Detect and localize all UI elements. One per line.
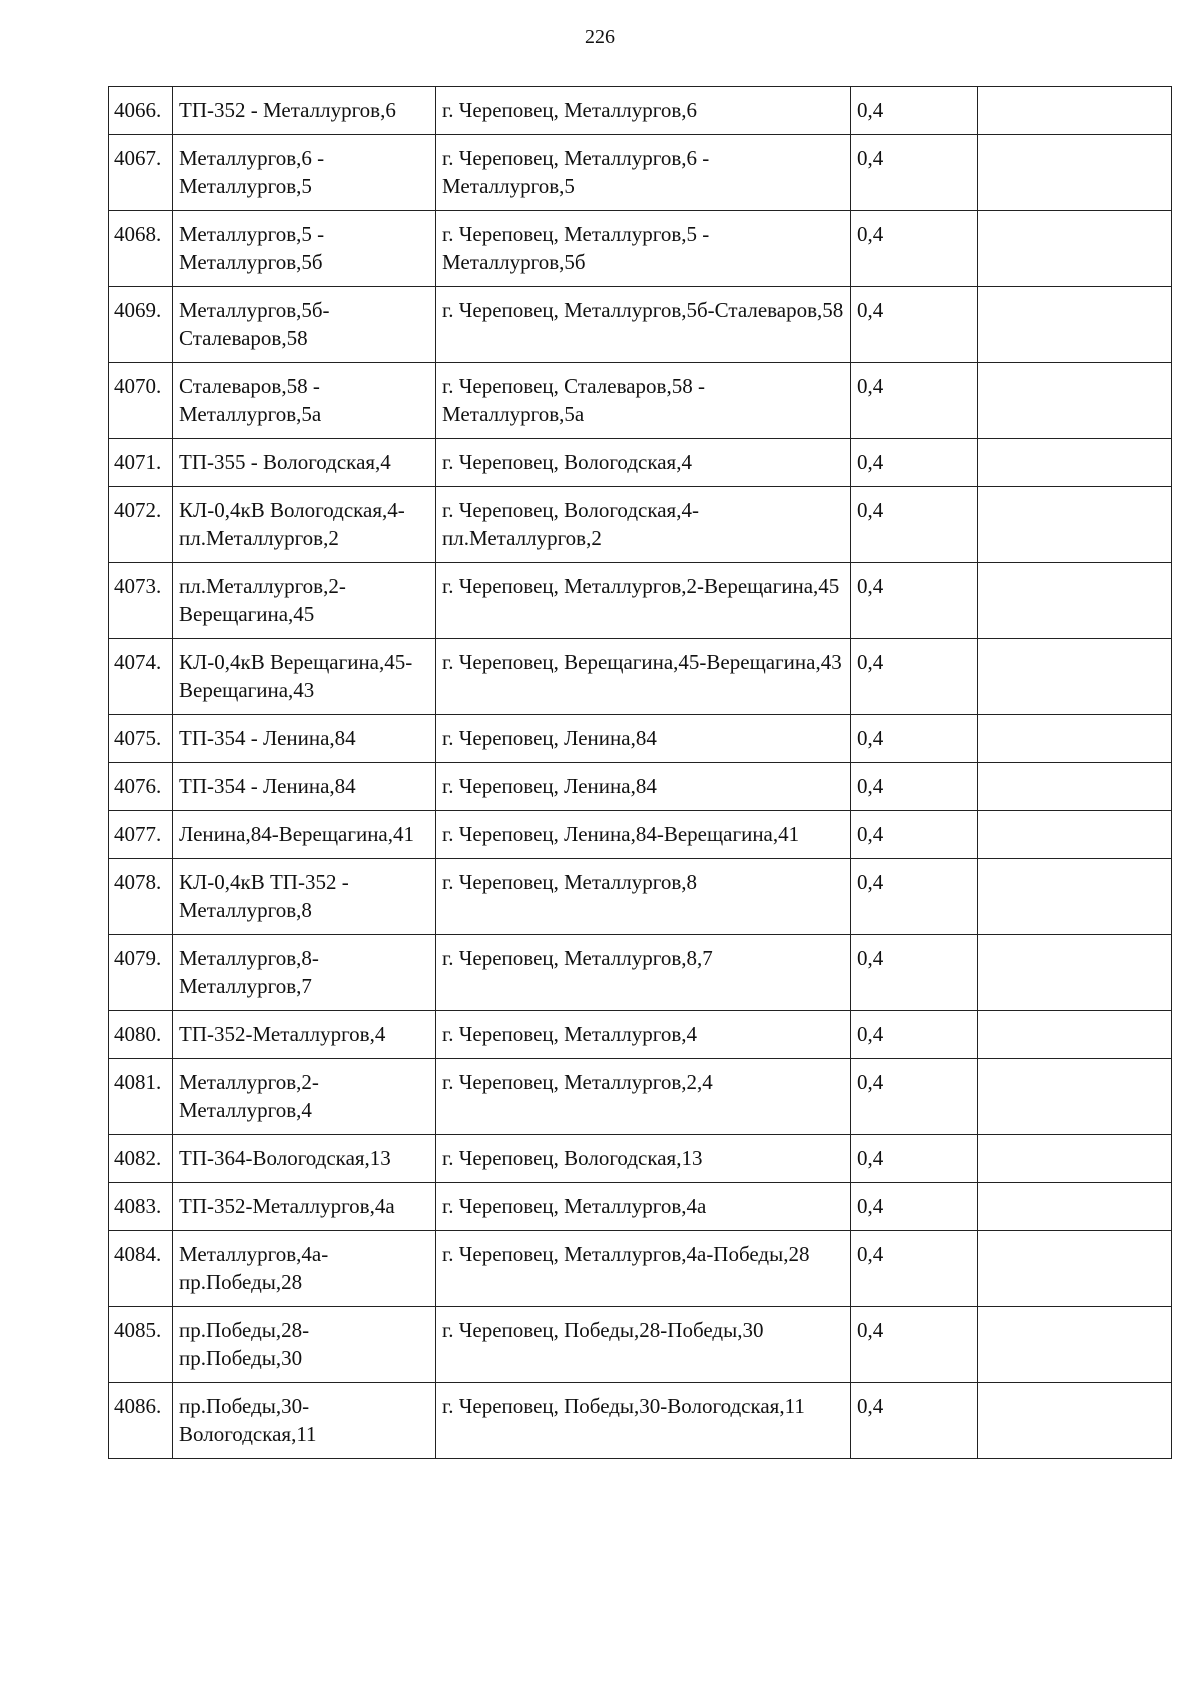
line-address: г. Череповец, Победы,28-Победы,30 — [436, 1307, 851, 1383]
row-number: 4069. — [109, 287, 173, 363]
row-number: 4076. — [109, 763, 173, 811]
row-number: 4086. — [109, 1383, 173, 1459]
extra-cell — [978, 287, 1172, 363]
table-row — [109, 211, 1172, 287]
line-name: ТП-352-Металлургов,4а — [173, 1183, 436, 1231]
voltage-value: 0,4 — [851, 1307, 978, 1383]
row-number: 4071. — [109, 439, 173, 487]
row-number: 4085. — [109, 1307, 173, 1383]
registry-table-body — [109, 87, 1172, 1459]
row-number: 4083. — [109, 1183, 173, 1231]
extra-cell — [978, 211, 1172, 287]
line-name: Металлургов,4а-пр.Победы,28 — [173, 1231, 436, 1307]
voltage-value: 0,4 — [851, 811, 978, 859]
row-number: 4081. — [109, 1059, 173, 1135]
line-address: г. Череповец, Вологодская,13 — [436, 1135, 851, 1183]
voltage-value: 0,4 — [851, 363, 978, 439]
voltage-value: 0,4 — [851, 87, 978, 135]
voltage-value: 0,4 — [851, 1135, 978, 1183]
row-number: 4068. — [109, 211, 173, 287]
voltage-value: 0,4 — [851, 1011, 978, 1059]
line-address: г. Череповец, Металлургов,6 - Металлургов,5 — [436, 135, 851, 211]
table-row — [109, 1183, 1172, 1231]
table-row — [109, 439, 1172, 487]
table-row — [109, 1307, 1172, 1383]
line-address: г. Череповец, Металлургов,2-Верещагина,45 — [436, 563, 851, 639]
table-row — [109, 487, 1172, 563]
line-name: Сталеваров,58 - Металлургов,5а — [173, 363, 436, 439]
table-row — [109, 87, 1172, 135]
extra-cell — [978, 1135, 1172, 1183]
line-name: ТП-352 - Металлургов,6 — [173, 87, 436, 135]
line-name: Металлургов,6 - Металлургов,5 — [173, 135, 436, 211]
line-name: Металлургов,5б-Сталеваров,58 — [173, 287, 436, 363]
line-name: КЛ-0,4кВ Вологодская,4-пл.Металлургов,2 — [173, 487, 436, 563]
line-address: г. Череповец, Металлургов,8,7 — [436, 935, 851, 1011]
extra-cell — [978, 715, 1172, 763]
extra-cell — [978, 487, 1172, 563]
line-address: г. Череповец, Ленина,84 — [436, 715, 851, 763]
extra-cell — [978, 87, 1172, 135]
table-row — [109, 1011, 1172, 1059]
line-address: г. Череповец, Ленина,84-Верещагина,41 — [436, 811, 851, 859]
line-name: КЛ-0,4кВ Верещагина,45-Верещагина,43 — [173, 639, 436, 715]
line-name: ТП-355 - Вологодская,4 — [173, 439, 436, 487]
voltage-value: 0,4 — [851, 763, 978, 811]
line-name: Металлургов,2-Металлургов,4 — [173, 1059, 436, 1135]
line-name: Ленина,84-Верещагина,41 — [173, 811, 436, 859]
voltage-value: 0,4 — [851, 715, 978, 763]
voltage-value: 0,4 — [851, 859, 978, 935]
table-row — [109, 1135, 1172, 1183]
extra-cell — [978, 1307, 1172, 1383]
line-address: г. Череповец, Вологодская,4 — [436, 439, 851, 487]
voltage-value: 0,4 — [851, 1183, 978, 1231]
extra-cell — [978, 811, 1172, 859]
voltage-value: 0,4 — [851, 211, 978, 287]
line-address: г. Череповец, Победы,30-Вологодская,11 — [436, 1383, 851, 1459]
table-row — [109, 563, 1172, 639]
voltage-value: 0,4 — [851, 135, 978, 211]
line-name: ТП-364-Вологодская,13 — [173, 1135, 436, 1183]
row-number: 4082. — [109, 1135, 173, 1183]
voltage-value: 0,4 — [851, 487, 978, 563]
extra-cell — [978, 1059, 1172, 1135]
line-address: г. Череповец, Вологодская,4-пл.Металлургов,2 — [436, 487, 851, 563]
row-number: 4067. — [109, 135, 173, 211]
extra-cell — [978, 935, 1172, 1011]
voltage-value: 0,4 — [851, 439, 978, 487]
line-address: г. Череповец, Металлургов,5 - Металлургов,5б — [436, 211, 851, 287]
line-name: Металлургов,8-Металлургов,7 — [173, 935, 436, 1011]
line-address: г. Череповец, Ленина,84 — [436, 763, 851, 811]
registry-table — [108, 86, 1172, 1459]
extra-cell — [978, 1011, 1172, 1059]
extra-cell — [978, 1231, 1172, 1307]
line-address: г. Череповец, Металлургов,4а-Победы,28 — [436, 1231, 851, 1307]
table-row — [109, 859, 1172, 935]
line-address: г. Череповец, Металлургов,4а — [436, 1183, 851, 1231]
line-address: г. Череповец, Сталеваров,58 - Металлургов,5а — [436, 363, 851, 439]
voltage-value: 0,4 — [851, 639, 978, 715]
table-row — [109, 363, 1172, 439]
voltage-value: 0,4 — [851, 287, 978, 363]
table-row — [109, 1059, 1172, 1135]
extra-cell — [978, 363, 1172, 439]
table-row — [109, 811, 1172, 859]
row-number: 4084. — [109, 1231, 173, 1307]
extra-cell — [978, 1183, 1172, 1231]
line-address: г. Череповец, Верещагина,45-Верещагина,43 — [436, 639, 851, 715]
table-row — [109, 639, 1172, 715]
extra-cell — [978, 763, 1172, 811]
line-name: КЛ-0,4кВ ТП-352 - Металлургов,8 — [173, 859, 436, 935]
voltage-value: 0,4 — [851, 935, 978, 1011]
line-name: пл.Металлургов,2-Верещагина,45 — [173, 563, 436, 639]
row-number: 4078. — [109, 859, 173, 935]
line-name: Металлургов,5 - Металлургов,5б — [173, 211, 436, 287]
row-number: 4079. — [109, 935, 173, 1011]
voltage-value: 0,4 — [851, 1231, 978, 1307]
voltage-value: 0,4 — [851, 1383, 978, 1459]
extra-cell — [978, 859, 1172, 935]
row-number: 4070. — [109, 363, 173, 439]
voltage-value: 0,4 — [851, 563, 978, 639]
table-row — [109, 715, 1172, 763]
line-name: ТП-352-Металлургов,4 — [173, 1011, 436, 1059]
line-address: г. Череповец, Металлургов,8 — [436, 859, 851, 935]
table-row — [109, 1383, 1172, 1459]
extra-cell — [978, 439, 1172, 487]
page-number: 226 — [585, 26, 615, 48]
table-row — [109, 287, 1172, 363]
row-number: 4074. — [109, 639, 173, 715]
extra-cell — [978, 135, 1172, 211]
row-number: 4077. — [109, 811, 173, 859]
line-name: ТП-354 - Ленина,84 — [173, 715, 436, 763]
table-row — [109, 135, 1172, 211]
row-number: 4066. — [109, 87, 173, 135]
line-name: пр.Победы,30-Вологодская,11 — [173, 1383, 436, 1459]
extra-cell — [978, 563, 1172, 639]
row-number: 4075. — [109, 715, 173, 763]
line-address: г. Череповец, Металлургов,2,4 — [436, 1059, 851, 1135]
line-name: ТП-354 - Ленина,84 — [173, 763, 436, 811]
extra-cell — [978, 1383, 1172, 1459]
row-number: 4080. — [109, 1011, 173, 1059]
line-address: г. Череповец, Металлургов,4 — [436, 1011, 851, 1059]
line-address: г. Череповец, Металлургов,5б-Сталеваров,58 — [436, 287, 851, 363]
table-row — [109, 935, 1172, 1011]
line-address: г. Череповец, Металлургов,6 — [436, 87, 851, 135]
voltage-value: 0,4 — [851, 1059, 978, 1135]
table-row — [109, 763, 1172, 811]
line-name: пр.Победы,28-пр.Победы,30 — [173, 1307, 436, 1383]
row-number: 4073. — [109, 563, 173, 639]
row-number: 4072. — [109, 487, 173, 563]
table-row — [109, 1231, 1172, 1307]
extra-cell — [978, 639, 1172, 715]
